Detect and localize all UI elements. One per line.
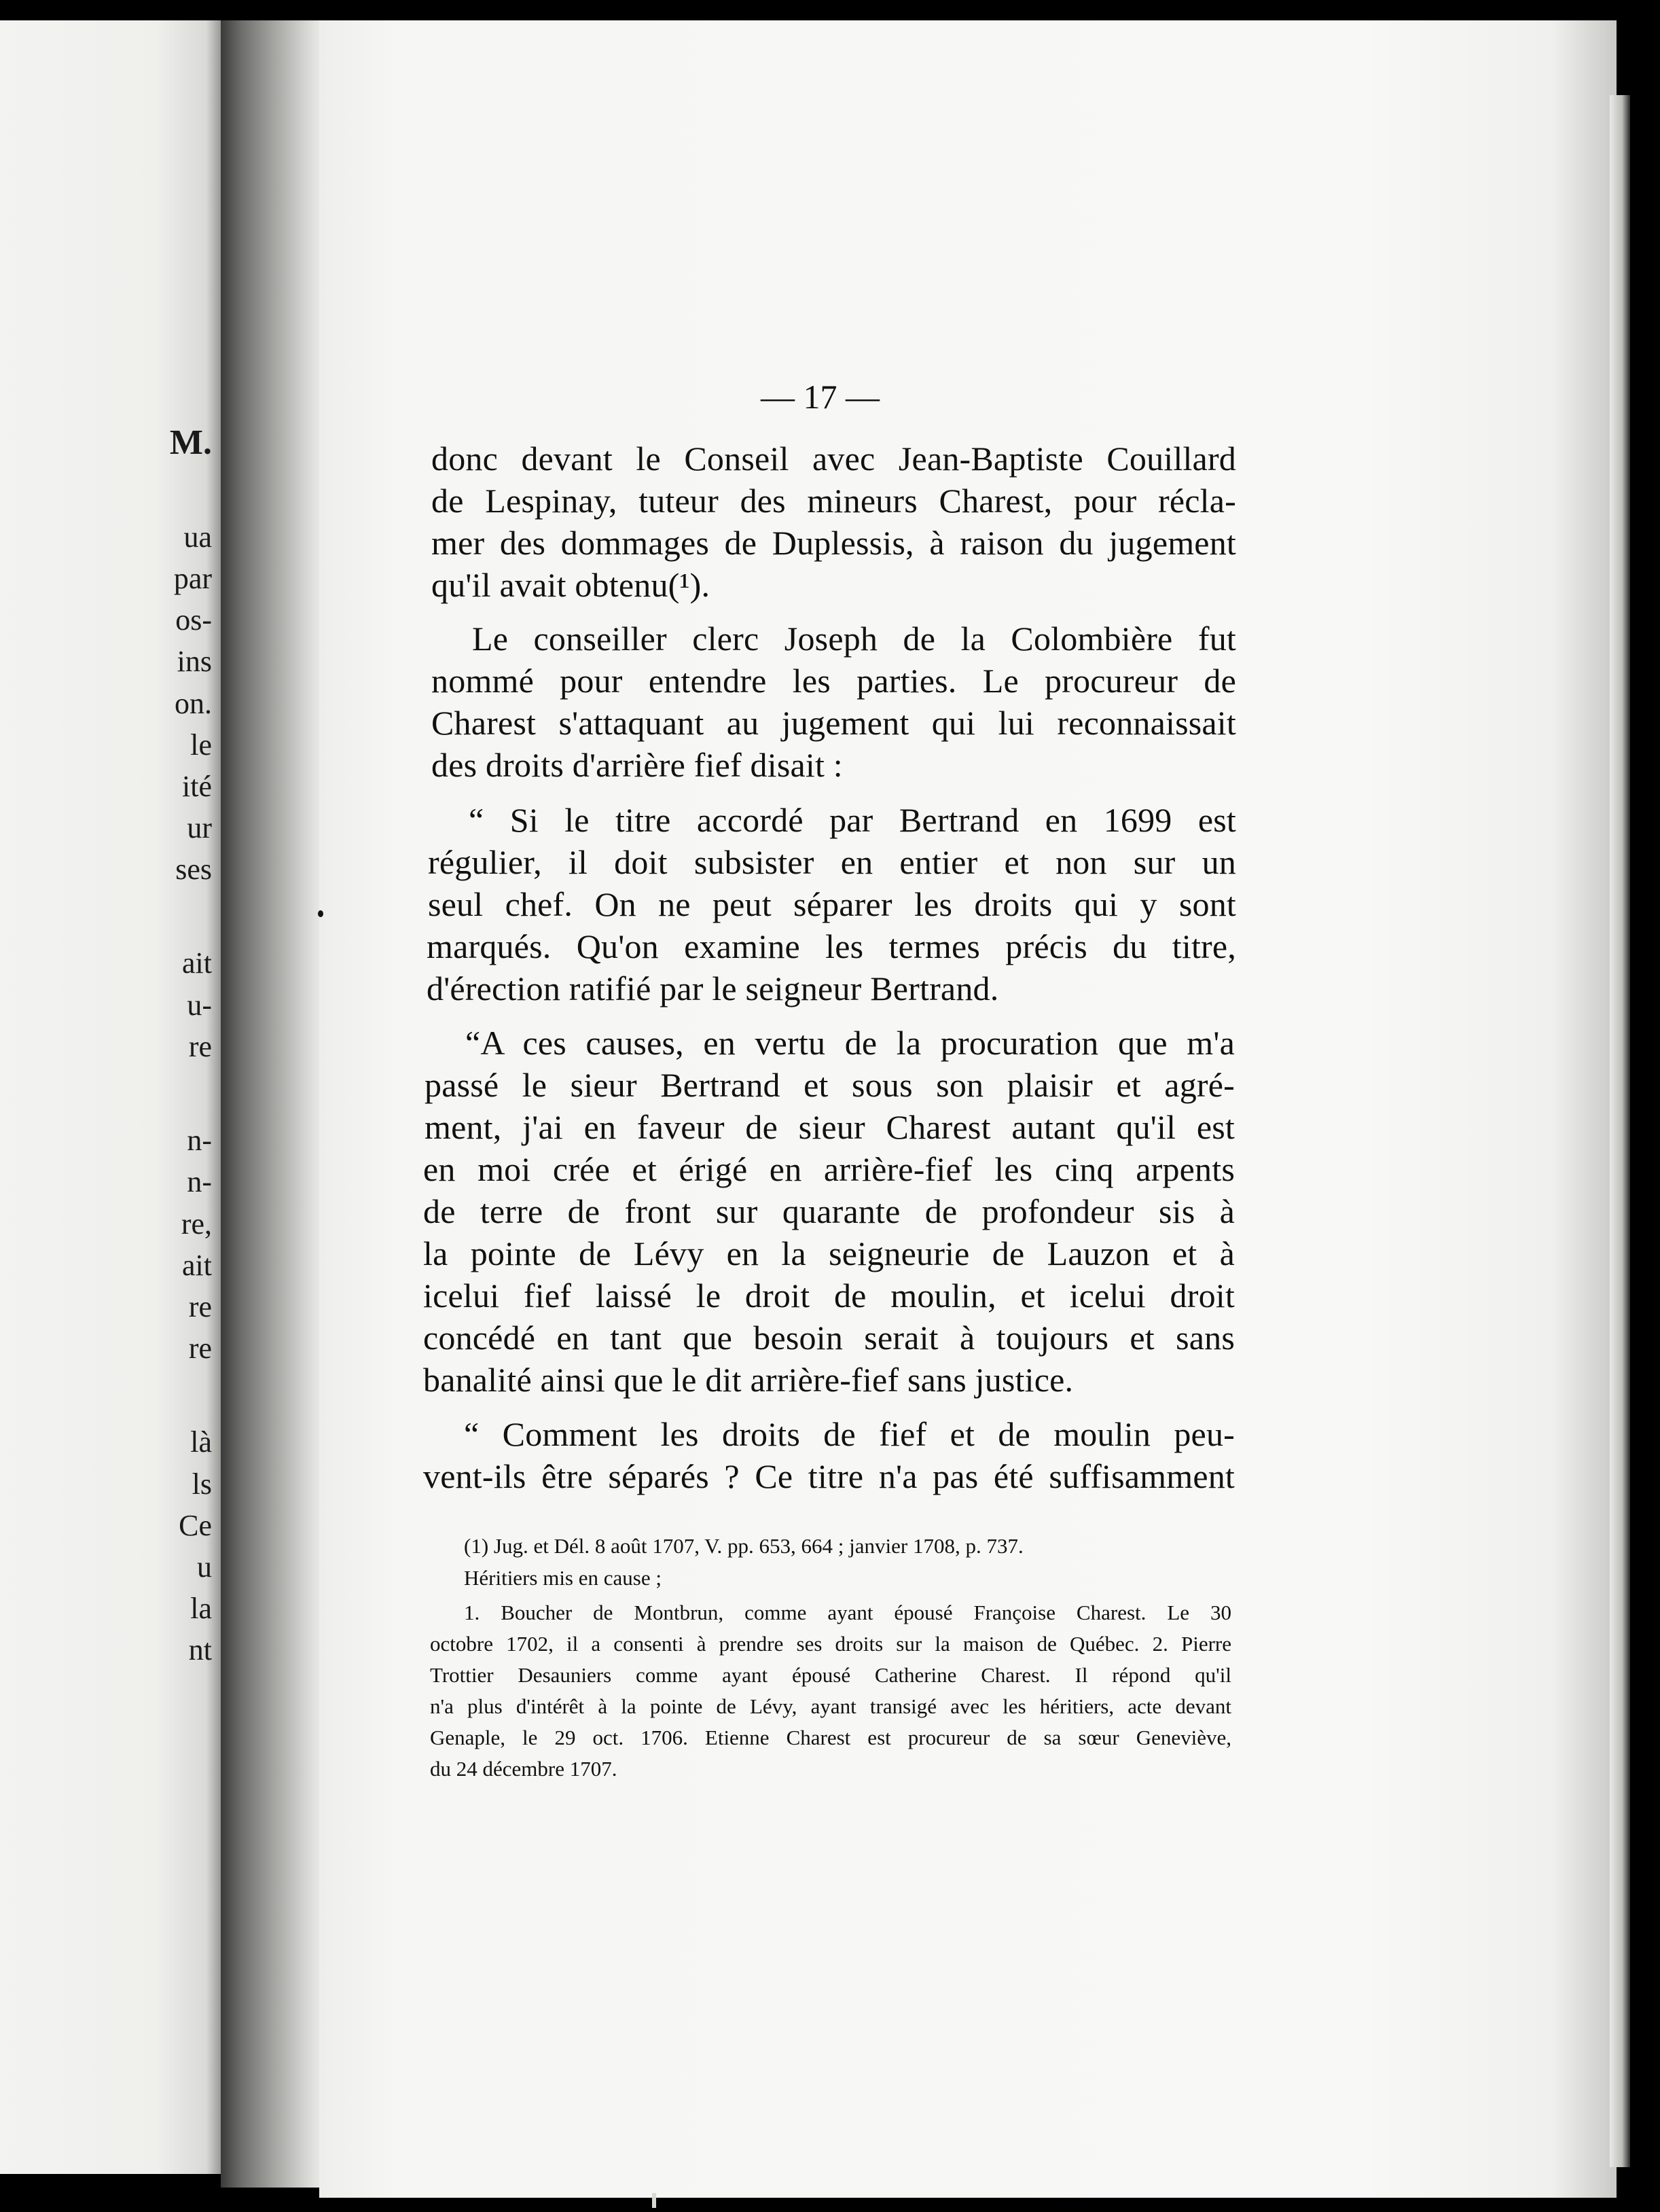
left-page-line: nt [188, 1633, 212, 1666]
ink-speck [318, 910, 323, 917]
body-line: mer des dommages de Duplessis, à raison du jugement [431, 524, 1236, 562]
footnote-line: (1) Jug. et Dél. 8 août 1707, V. pp. 653, 664 ; janvier 1708, p. 737. [464, 1534, 1024, 1558]
left-page-line: là [190, 1425, 212, 1459]
left-page-line: ait [182, 1249, 212, 1282]
left-page-line: re [188, 1332, 212, 1365]
page-edge-shadow [1610, 95, 1630, 2167]
body-line: Le conseiller clerc Joseph de la Colombière fut [472, 620, 1236, 658]
body-line: banalité ainsi que le dit arrière-fief sans justice. [423, 1361, 1074, 1399]
body-line: en moi crée et érigé en arrière-fief les cinq arpents [423, 1150, 1235, 1188]
left-page-line: M. [169, 423, 212, 462]
scan-artifact [652, 2193, 656, 2208]
footnote-line: Héritiers mis en cause ; [464, 1566, 662, 1590]
body-line: seul chef. On ne peut séparer les droits qui y sont [428, 885, 1236, 923]
left-page-line: on. [175, 687, 212, 720]
body-line: vent-ils être séparés ? Ce titre n'a pas été suffisamment [423, 1457, 1235, 1495]
left-page-line: re [188, 1290, 212, 1323]
left-page-line: u [197, 1550, 212, 1584]
body-line: icelui fief laissé le droit de moulin, et icelui droit [423, 1277, 1235, 1315]
left-page-line: n- [187, 1124, 212, 1157]
left-page-line: ins [177, 645, 212, 678]
left-page-line: u- [187, 988, 212, 1022]
body-line: passé le sieur Bertrand et sous son plaisir et agré- [425, 1066, 1235, 1104]
left-facing-page [0, 20, 224, 2174]
footnote-line: octobre 1702, il a consenti à prendre ses droits sur la maison de Québec. 2. Pierre [430, 1632, 1231, 1656]
left-page-line: Ce [179, 1509, 212, 1542]
body-line: concédé en tant que besoin serait à toujours et sans [423, 1319, 1235, 1357]
left-page-line: n- [187, 1165, 212, 1198]
body-line: de terre de front sur quarante de profondeur sis à [423, 1192, 1235, 1230]
body-line: la pointe de Lévy en la seigneurie de Lauzon et à [423, 1234, 1235, 1272]
left-page-line: re, [181, 1207, 212, 1241]
body-line: “A ces causes, en vertu de la procuration que m'a [465, 1024, 1235, 1062]
left-page-line: ait [182, 946, 212, 980]
left-page-line: os- [175, 603, 212, 637]
body-line: régulier, il doit subsister en entier et non sur un [428, 843, 1236, 881]
left-page-line: la [190, 1592, 212, 1625]
body-line: Charest s'attaquant au jugement qui lui reconnaissait [431, 704, 1236, 742]
left-page-line: re [188, 1030, 212, 1063]
left-page-line: le [190, 728, 212, 762]
body-line: “ Si le titre accordé par Bertrand en 1699 est [469, 801, 1236, 839]
left-page-line: ses [175, 853, 212, 886]
left-page-line: ité [182, 770, 212, 803]
footnote-line: du 24 décembre 1707. [430, 1757, 617, 1781]
left-page-line: ur [187, 811, 212, 844]
body-line: ment, j'ai en faveur de sieur Charest autant qu'il est [425, 1108, 1235, 1146]
body-line: de Lespinay, tuteur des mineurs Charest, pour récla- [431, 482, 1236, 520]
body-line: “ Comment les droits de fief et de moulin peu- [464, 1415, 1235, 1453]
body-line: d'érection ratifié par le seigneur Bertrand. [427, 969, 999, 1007]
body-line: qu'il avait obtenu(¹). [431, 566, 710, 604]
footnote-line: 1. Boucher de Montbrun, comme ayant épousé Françoise Charest. Le 30 [464, 1601, 1231, 1624]
book-gutter-shadow [221, 20, 323, 2188]
body-line: donc devant le Conseil avec Jean-Baptiste Couillard [431, 440, 1236, 478]
footnote-line: Genaple, le 29 oct. 1706. Etienne Charest est procureur de sa sœur Geneviève, [430, 1726, 1231, 1749]
body-line: des droits d'arrière fief disait : [431, 746, 843, 784]
footnote-line: n'a plus d'intérêt à la pointe de Lévy, ayant transigé avec les héritiers, acte devant [430, 1694, 1231, 1718]
body-line: nommé pour entendre les parties. Le procureur de [431, 662, 1236, 700]
footnote-line: Trottier Desauniers comme ayant épousé Catherine Charest. Il répond qu'il [430, 1663, 1231, 1687]
left-page-line: ls [192, 1467, 212, 1501]
left-page-line: par [173, 562, 212, 595]
left-page-line: ua [183, 520, 212, 554]
page-number: — 17 — [761, 378, 880, 416]
body-line: marqués. Qu'on examine les termes précis du titre, [427, 927, 1236, 965]
